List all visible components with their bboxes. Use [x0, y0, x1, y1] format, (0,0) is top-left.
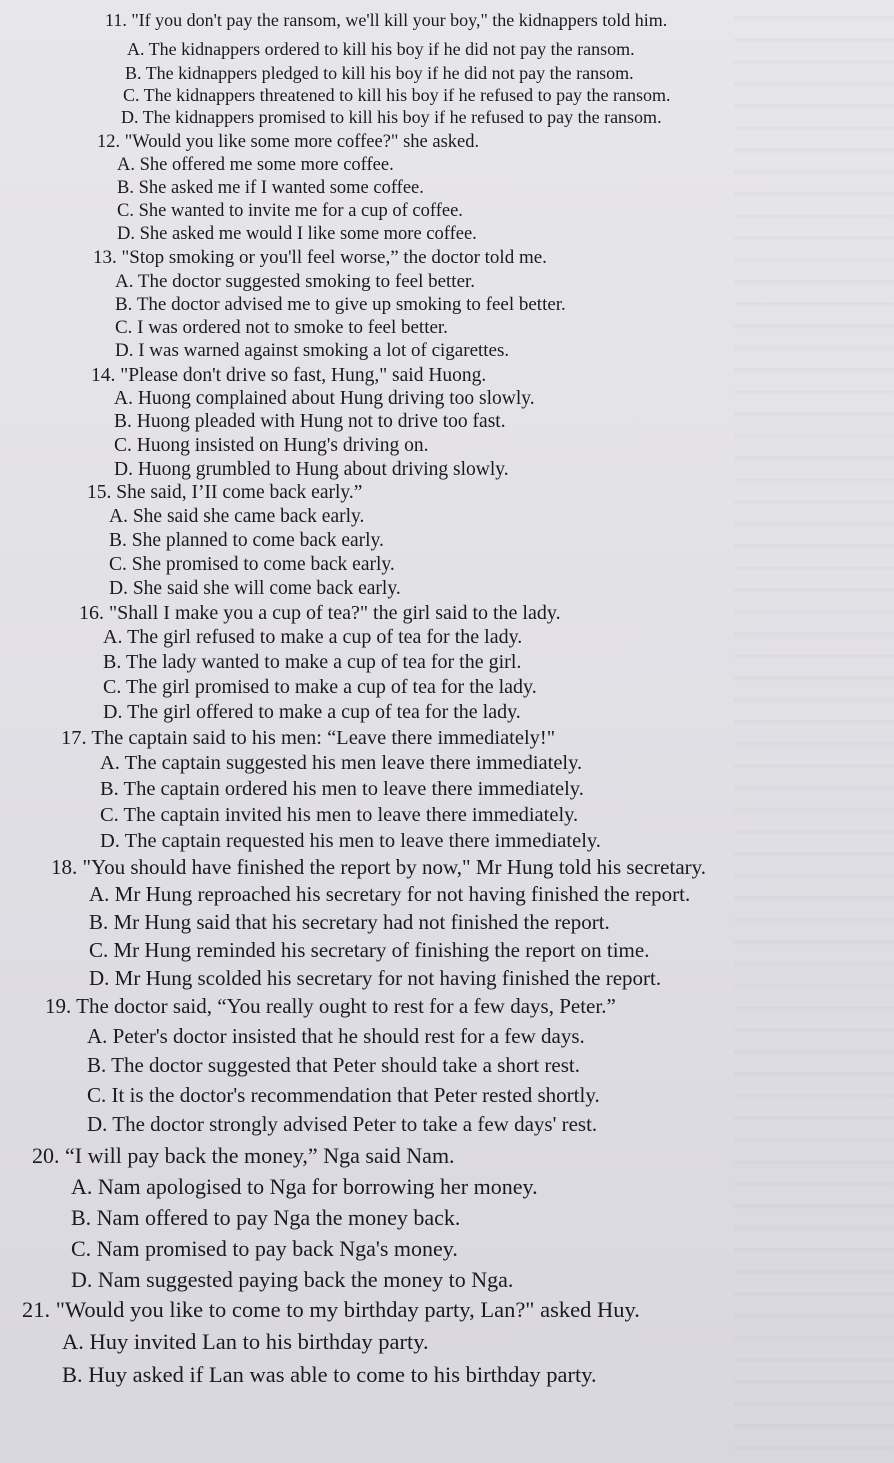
- answer-option: A. The kidnappers ordered to kill his boy if he did not pay the ransom.: [127, 39, 635, 59]
- answer-option: C. She promised to come back early.: [109, 554, 395, 575]
- answer-option: A. She offered me some more coffee.: [117, 155, 394, 175]
- question-stem: 18. "You should have finished the report by now," Mr Hung told his secretary.: [51, 855, 707, 879]
- answer-option: C. It is the doctor's recommendation that Peter rested shortly.: [87, 1083, 600, 1107]
- question-stem: 15. She said, I’II come back early.”: [87, 482, 363, 503]
- answer-option: A. She said she came back early.: [109, 506, 365, 527]
- answer-option: B. She planned to come back early.: [109, 530, 384, 551]
- question-stem: 14. "Please don't drive so fast, Hung," said Huong.: [91, 365, 487, 386]
- answer-option: B. She asked me if I wanted some coffee.: [117, 178, 424, 198]
- answer-option: D. She asked me would I like some more coffee.: [117, 224, 477, 244]
- question-stem: 13. "Stop smoking or you'll feel worse,” the doctor told me.: [93, 247, 547, 268]
- answer-option: D. Mr Hung scolded his secretary for not having finished the report.: [89, 966, 662, 990]
- answer-option: B. The lady wanted to make a cup of tea for the girl.: [103, 651, 522, 673]
- answer-option: A. Mr Hung reproached his secretary for not having finished the report.: [89, 882, 691, 906]
- answer-option: B. The doctor advised me to give up smoking to feel better.: [115, 294, 566, 315]
- answer-option: C. The girl promised to make a cup of tea for the lady.: [103, 676, 537, 698]
- answer-option: B. Nam offered to pay Nga the money back.: [71, 1205, 461, 1230]
- answer-option: B. The kidnappers pledged to kill his boy if he did not pay the ransom.: [125, 63, 634, 83]
- answer-option: B. Huy asked if Lan was able to come to his birthday party.: [62, 1362, 597, 1387]
- answer-option: A. Huong complained about Hung driving too slowly.: [114, 388, 535, 409]
- answer-option: C. Huong insisted on Hung's driving on.: [114, 435, 429, 456]
- answer-option: D. Nam suggested paying back the money to Nga.: [71, 1267, 514, 1292]
- question-stem: 21. "Would you like to come to my birthday party, Lan?" asked Huy.: [22, 1297, 640, 1322]
- answer-option: C. Mr Hung reminded his secretary of finishing the report on time.: [89, 938, 650, 962]
- answer-option: D. The girl offered to make a cup of tea for the lady.: [103, 701, 521, 723]
- answer-option: A. Nam apologised to Nga for borrowing her money.: [71, 1174, 538, 1199]
- answer-option: D. Huong grumbled to Hung about driving slowly.: [114, 459, 509, 480]
- answer-option: B. Huong pleaded with Hung not to drive too fast.: [114, 411, 506, 432]
- answer-option: D. She said she will come back early.: [109, 578, 401, 599]
- answer-option: C. The captain invited his men to leave there immediately.: [100, 804, 579, 826]
- answer-option: B. The captain ordered his men to leave there immediately.: [100, 778, 584, 800]
- answer-option: D. I was warned against smoking a lot of cigarettes.: [115, 340, 510, 361]
- bleed-through-texture: [734, 0, 894, 1463]
- question-stem: 19. The doctor said, “You really ought to rest for a few days, Peter.”: [45, 994, 616, 1018]
- answer-option: A. The captain suggested his men leave there immediately.: [100, 752, 583, 774]
- answer-option: B. The doctor suggested that Peter should take a short rest.: [87, 1053, 581, 1077]
- answer-option: D. The kidnappers promised to kill his boy if he refused to pay the ransom.: [121, 107, 662, 127]
- question-stem: 16. "Shall I make you a cup of tea?" the girl said to the lady.: [79, 602, 561, 624]
- answer-option: C. The kidnappers threatened to kill his boy if he refused to pay the ransom.: [123, 85, 671, 105]
- question-stem: 11. "If you don't pay the ransom, we'll kill your boy," the kidnappers told him.: [105, 10, 668, 30]
- answer-option: A. Huy invited Lan to his birthday party.: [62, 1329, 429, 1354]
- question-stem: 12. "Would you like some more coffee?" she asked.: [97, 132, 480, 152]
- question-stem: 20. “I will pay back the money,” Nga said Nam.: [32, 1143, 455, 1168]
- answer-option: A. The doctor suggested smoking to feel better.: [115, 271, 476, 292]
- answer-option: B. Mr Hung said that his secretary had not finished the report.: [89, 910, 610, 934]
- question-stem: 17. The captain said to his men: “Leave there immediately!": [61, 727, 556, 749]
- answer-option: C. Nam promised to pay back Nga's money.: [71, 1236, 458, 1261]
- answer-option: D. The captain requested his men to leave there immediately.: [100, 830, 601, 852]
- answer-option: C. I was ordered not to smoke to feel better.: [115, 317, 448, 338]
- answer-option: A. Peter's doctor insisted that he should rest for a few days.: [87, 1024, 585, 1048]
- answer-option: A. The girl refused to make a cup of tea for the lady.: [103, 626, 523, 648]
- answer-option: C. She wanted to invite me for a cup of coffee.: [117, 201, 463, 221]
- answer-option: D. The doctor strongly advised Peter to take a few days' rest.: [87, 1112, 598, 1136]
